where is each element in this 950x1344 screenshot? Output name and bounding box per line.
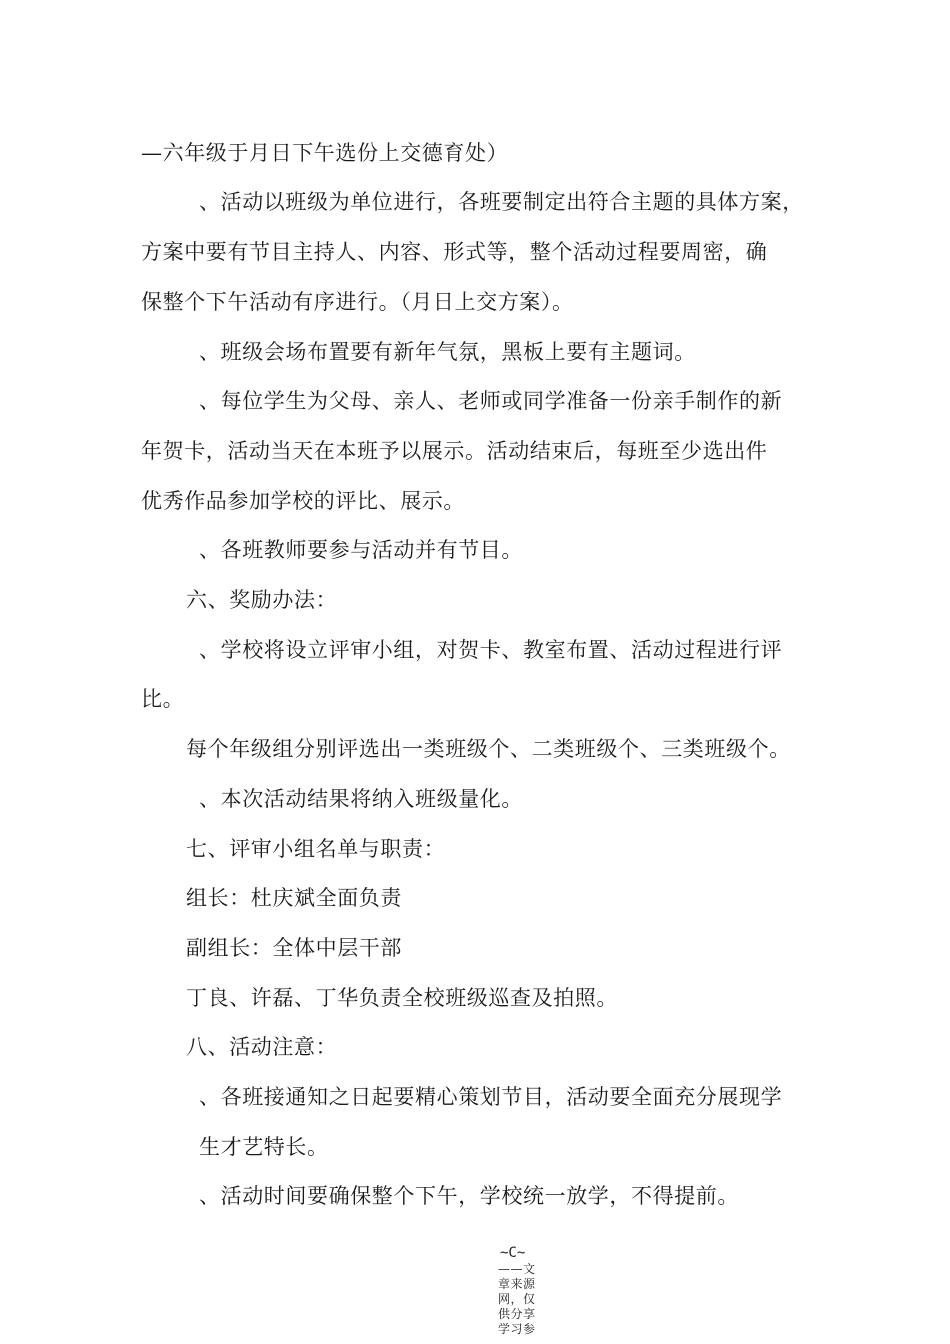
text-line: 方案中要有节目主持人、内容、形式等，整个活动过程要周密，确 [141,240,768,264]
text-line: 、活动以班级为单位进行，各班要制定出符合主题的具体方案， [199,190,804,214]
footer-note: ——文章来源网，仅供分享学习参 [498,1262,536,1336]
text-line: 副组长：全体中层干部 [186,936,402,960]
text-line: 、各班教师要参与活动并有节目。 [199,538,523,562]
text-line: 、每位学生为父母、亲人、老师或同学准备一份亲手制作的新 [199,389,783,413]
text-line: —六年级于月日下午选份上交德育处） [141,141,509,165]
text-line: 每个年级组分别评选出一类班级个、二类班级个、三类班级个。 [186,737,791,761]
section-heading: 六、奖励办法： [186,588,338,612]
section-heading: 七、评审小组名单与职责： [186,837,446,861]
text-line: 生才艺特长。 [199,1135,329,1159]
text-line: 、活动时间要确保整个下午，学校统一放学，不得提前。 [199,1184,739,1208]
text-line: 组长：杜庆斌全面负责 [186,886,402,910]
text-line: 、班级会场布置要有新年气氛，黑板上要有主题词。 [199,340,696,364]
footer-mark: ~C~ [500,1245,526,1261]
section-heading: 八、活动注意： [186,1035,338,1059]
text-line: 保整个下午活动有序进行。（月日上交方案）。 [141,290,574,314]
text-line: 优秀作品参加学校的评比、展示。 [141,489,465,513]
text-line: 、学校将设立评审小组，对贺卡、教室布置、活动过程进行评 [199,638,783,662]
text-line: 、本次活动结果将纳入班级量化。 [199,787,523,811]
text-line: 年贺卡，活动当天在本班予以展示。活动结束后，每班至少选出件 [141,439,768,463]
text-line: 丁良、许磊、丁华负责全校班级巡查及拍照。 [186,986,618,1010]
page-footer [498,1244,546,1337]
text-line: 、各班接通知之日起要精心策划节目，活动要全面充分展现学 [199,1085,783,1109]
text-line: 比。 [141,687,185,711]
